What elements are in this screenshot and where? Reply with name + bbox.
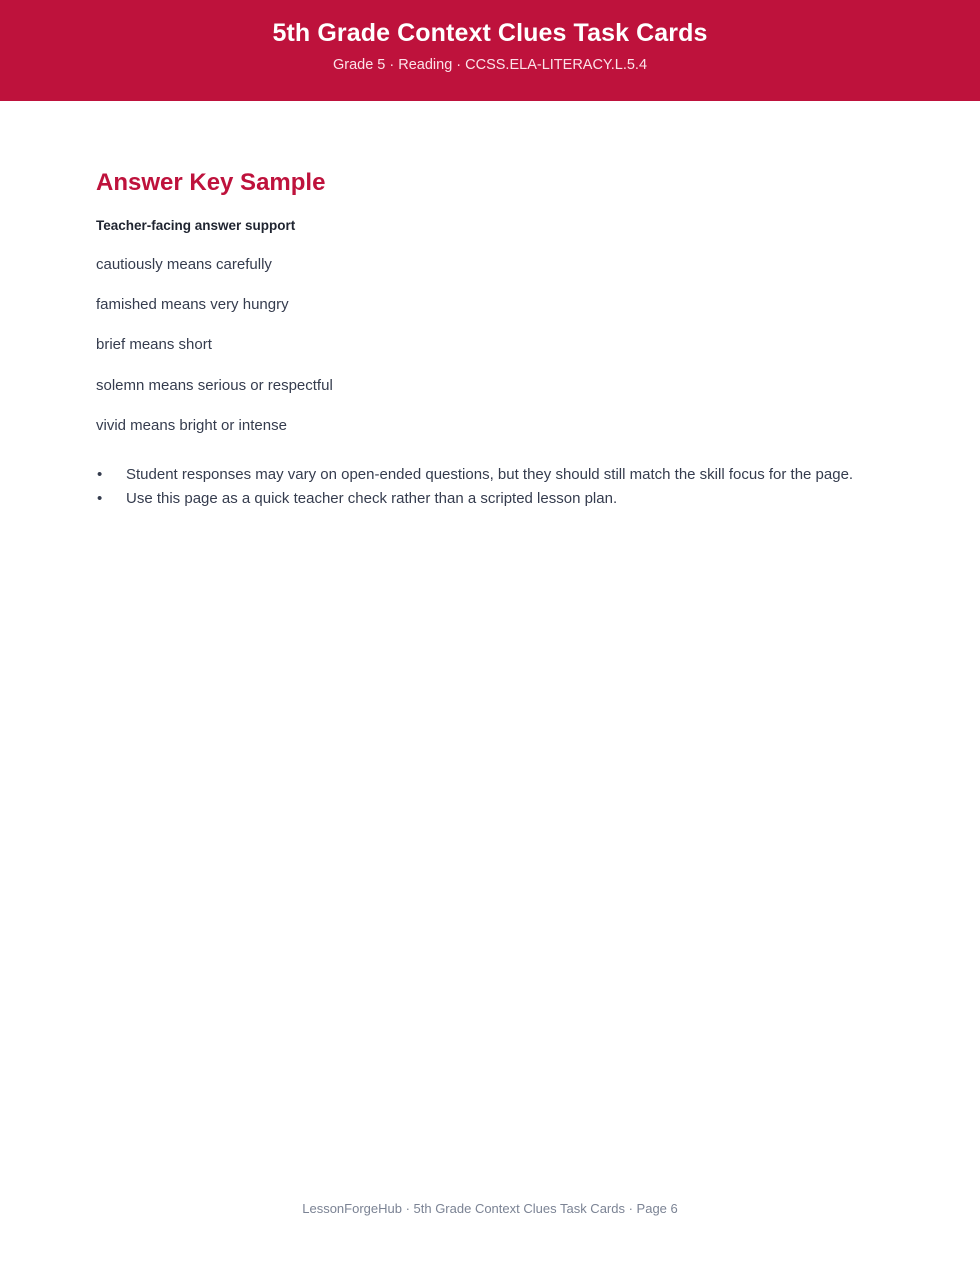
bullet-icon: • — [97, 465, 103, 483]
page-footer: LessonForgeHub · 5th Grade Context Clues Task Cards · Page 6 — [302, 1201, 678, 1216]
answer-line: vivid means bright or intense — [96, 416, 287, 434]
list-item — [96, 463, 868, 487]
page-header-band — [0, 0, 980, 101]
bullet-icon: • — [97, 489, 103, 507]
page-title: 5th Grade Context Clues Task Cards — [272, 19, 708, 48]
answer-line: brief means short — [96, 336, 212, 354]
answer-line: cautiously means carefully — [96, 255, 272, 273]
section-heading: Answer Key Sample — [96, 169, 326, 196]
list-item-text: Use this page as a quick teacher check rather than a scripted lesson plan. — [126, 489, 618, 507]
answer-key-list — [96, 234, 868, 436]
list-item-text: Student responses may vary on open-ended questions, but they should still match the skill focus for the page. — [126, 465, 854, 483]
teacher-notes-list — [96, 436, 868, 511]
page-content — [96, 101, 868, 511]
answer-line: famished means very hungry — [96, 296, 289, 314]
section-subheading: Teacher-facing answer support — [96, 217, 296, 233]
answer-line: solemn means serious or respectful — [96, 376, 333, 394]
list-item — [96, 487, 868, 511]
page-subtitle: Grade 5 · Reading · CCSS.ELA-LITERACY.L.5.4 — [332, 57, 648, 74]
